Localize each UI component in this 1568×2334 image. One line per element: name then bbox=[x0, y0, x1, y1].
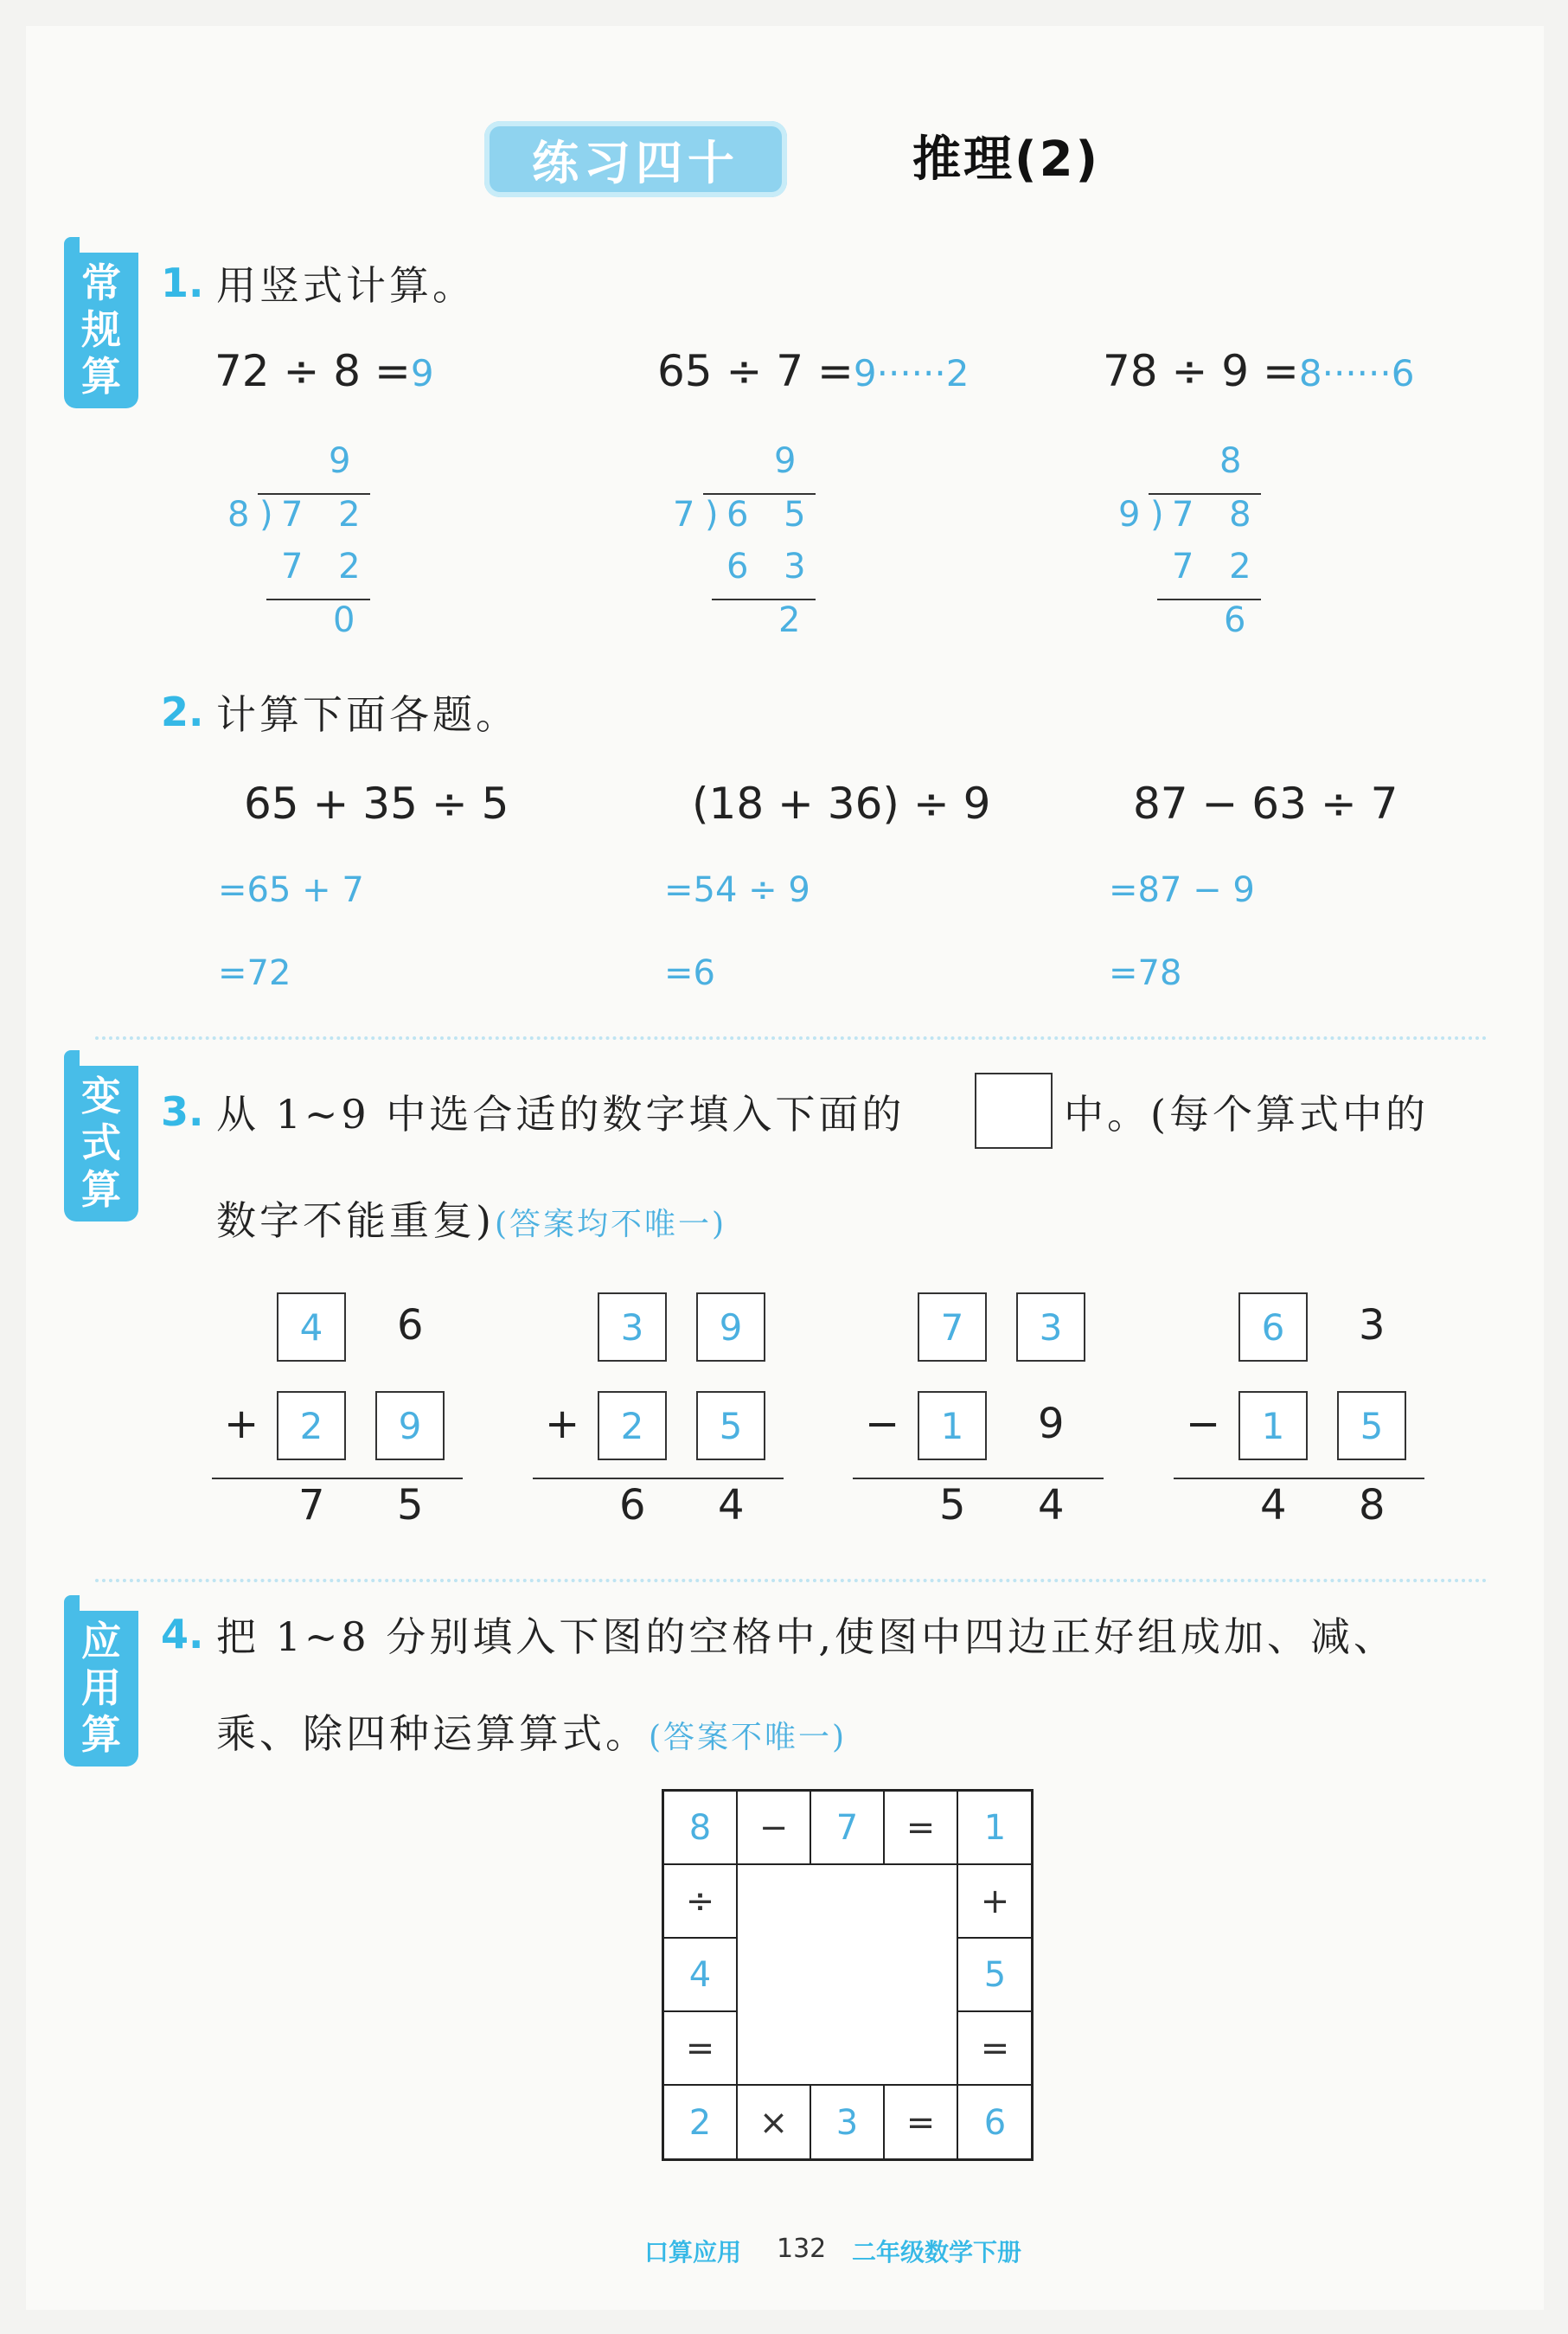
answer-box[interactable]: 5 bbox=[1337, 1391, 1406, 1460]
grid-operator: ÷ bbox=[664, 1865, 738, 1939]
result-digit: 6 bbox=[619, 1481, 646, 1529]
question-text: 用竖式计算。 bbox=[216, 262, 476, 309]
section-divider bbox=[95, 1036, 1488, 1040]
operator-sign: + bbox=[224, 1400, 259, 1448]
answer-box[interactable]: 9 bbox=[375, 1391, 445, 1460]
question-text bbox=[216, 1189, 726, 1247]
answer-box[interactable]: 6 bbox=[1238, 1292, 1308, 1362]
hint: (答案均不唯一) bbox=[494, 1207, 727, 1242]
dividend: 6 5 bbox=[726, 495, 818, 535]
mixed-expression: 65 + 35 ÷ 5 bbox=[244, 779, 509, 829]
answer: 9 bbox=[410, 352, 434, 394]
question-number: 1. bbox=[161, 260, 204, 306]
bracket-icon: ) bbox=[705, 495, 719, 535]
answer: 8······6 bbox=[1298, 352, 1415, 394]
answer-box[interactable]: 1 bbox=[918, 1391, 987, 1460]
page-title: 推理(2) bbox=[912, 131, 1101, 188]
product: 7 2 bbox=[1172, 547, 1264, 587]
question-number: 3. bbox=[161, 1088, 204, 1135]
result-digit: 4 bbox=[1260, 1481, 1287, 1529]
dividend: 7 8 bbox=[1172, 495, 1264, 535]
grid-operator: = bbox=[885, 2086, 958, 2159]
quotient: 9 bbox=[774, 441, 797, 481]
result-digit: 7 bbox=[298, 1481, 325, 1529]
digit: 9 bbox=[1038, 1400, 1065, 1448]
divisor: 9 bbox=[1118, 495, 1141, 535]
sum-rule bbox=[853, 1478, 1104, 1479]
grid-operator: + bbox=[958, 1865, 1032, 1939]
question-number: 2. bbox=[161, 689, 204, 735]
operator-sign: − bbox=[865, 1400, 900, 1448]
result-digit: 5 bbox=[397, 1481, 424, 1529]
footer-book-name: 口算应用 bbox=[644, 2238, 742, 2267]
question-text: 从 1~9 中选合适的数字填入下面的 bbox=[216, 1091, 906, 1138]
grid-operator: − bbox=[738, 1792, 811, 1865]
answer-box[interactable]: 3 bbox=[598, 1292, 667, 1362]
calc-step: =72 bbox=[218, 953, 291, 993]
calc-step: =87 − 9 bbox=[1109, 870, 1255, 910]
section-tag-routine bbox=[64, 253, 138, 408]
tag-char: 算 bbox=[81, 1166, 121, 1213]
dividend: 7 2 bbox=[281, 495, 373, 535]
digit: 6 bbox=[397, 1301, 424, 1350]
remainder: 6 bbox=[1224, 600, 1246, 640]
bracket-icon: ) bbox=[1150, 495, 1164, 535]
tag-char: 变 bbox=[81, 1073, 121, 1119]
grid-number-cell[interactable]: 3 bbox=[811, 2086, 885, 2159]
digit: 3 bbox=[1359, 1301, 1386, 1350]
operation-square-grid bbox=[662, 1789, 1034, 2161]
question-text bbox=[216, 1702, 847, 1760]
grid-number-cell[interactable]: 5 bbox=[958, 1939, 1032, 2012]
division-expression bbox=[214, 346, 434, 396]
quotient: 9 bbox=[329, 441, 351, 481]
answer-box[interactable]: 7 bbox=[918, 1292, 987, 1362]
exercise-badge: 练习四十 bbox=[484, 121, 787, 197]
calc-step: =78 bbox=[1109, 953, 1182, 993]
answer-box[interactable]: 4 bbox=[277, 1292, 346, 1362]
divisor: 8 bbox=[227, 495, 250, 535]
tag-char: 算 bbox=[81, 353, 121, 400]
result-digit: 8 bbox=[1359, 1481, 1386, 1529]
grid-center bbox=[738, 1865, 958, 2086]
section-tag-variant bbox=[64, 1066, 138, 1222]
result-digit: 4 bbox=[1038, 1481, 1065, 1529]
answer-box[interactable]: 9 bbox=[696, 1292, 765, 1362]
tag-char: 式 bbox=[81, 1119, 121, 1166]
footer-grade: 二年级数学下册 bbox=[852, 2238, 1022, 2267]
page-number: 132 bbox=[777, 2234, 827, 2264]
operator-sign: − bbox=[1186, 1400, 1221, 1448]
question-text-line2: 乘、除四种运算算式。 bbox=[216, 1710, 649, 1757]
question-text: 中。(每个算式中的 bbox=[1064, 1091, 1429, 1138]
answer-box[interactable]: 1 bbox=[1238, 1391, 1308, 1460]
result-digit: 4 bbox=[718, 1481, 745, 1529]
operator-sign: + bbox=[545, 1400, 580, 1448]
remainder: 2 bbox=[778, 600, 801, 640]
grid-operator: × bbox=[738, 2086, 811, 2159]
answer-box[interactable]: 2 bbox=[598, 1391, 667, 1460]
grid-number-cell[interactable]: 4 bbox=[664, 1939, 738, 2012]
answer-box[interactable]: 5 bbox=[696, 1391, 765, 1460]
calc-step: =65 + 7 bbox=[218, 870, 364, 910]
answer: 9······2 bbox=[853, 352, 970, 394]
tag-char: 用 bbox=[81, 1664, 121, 1711]
expr-text: 78 ÷ 9 = bbox=[1103, 346, 1299, 396]
sum-rule bbox=[1174, 1478, 1424, 1479]
grid-operator: = bbox=[664, 2012, 738, 2086]
answer-box[interactable]: 2 bbox=[277, 1391, 346, 1460]
division-expression bbox=[657, 346, 969, 396]
tag-char: 算 bbox=[81, 1711, 121, 1758]
grid-operator: = bbox=[885, 1792, 958, 1865]
tag-char: 规 bbox=[81, 306, 121, 353]
grid-number-cell[interactable]: 6 bbox=[983, 2102, 1007, 2143]
mixed-expression: (18 + 36) ÷ 9 bbox=[692, 779, 991, 829]
section-divider bbox=[95, 1579, 1488, 1582]
expr-text: 65 ÷ 7 = bbox=[657, 346, 854, 396]
section-tag-application bbox=[64, 1611, 138, 1767]
sum-rule bbox=[212, 1478, 463, 1479]
product: 6 3 bbox=[726, 547, 818, 587]
hint: (答案不唯一) bbox=[649, 1720, 848, 1755]
blank-box-sample bbox=[975, 1073, 1053, 1149]
tag-char: 应 bbox=[81, 1618, 121, 1664]
calc-step: =6 bbox=[664, 953, 715, 993]
grid-number-cell[interactable]: 2 bbox=[664, 2086, 738, 2159]
question-number: 4. bbox=[161, 1611, 204, 1658]
product: 7 2 bbox=[281, 547, 373, 587]
expr-text: 72 ÷ 8 = bbox=[214, 346, 411, 396]
sum-rule bbox=[533, 1478, 784, 1479]
answer-box[interactable]: 3 bbox=[1016, 1292, 1085, 1362]
question-text-line2: 数字不能重复) bbox=[216, 1197, 495, 1244]
question-text: 计算下面各题。 bbox=[216, 691, 519, 738]
bracket-icon: ) bbox=[259, 495, 273, 535]
grid-number-cell[interactable]: 7 bbox=[811, 1792, 885, 1865]
division-expression bbox=[1103, 346, 1414, 396]
result-digit: 5 bbox=[939, 1481, 966, 1529]
mixed-expression: 87 − 63 ÷ 7 bbox=[1133, 779, 1398, 829]
calc-step: =54 ÷ 9 bbox=[664, 870, 810, 910]
question-text: 把 1~8 分别填入下图的空格中,使图中四边正好组成加、减、 bbox=[216, 1613, 1397, 1660]
tag-char: 常 bbox=[81, 260, 121, 306]
grid-number-cell[interactable]: 8 bbox=[664, 1792, 738, 1865]
quotient: 8 bbox=[1219, 441, 1242, 481]
remainder: 0 bbox=[333, 600, 355, 640]
grid-operator: = bbox=[958, 2012, 1032, 2086]
divisor: 7 bbox=[673, 495, 695, 535]
grid-number-cell[interactable]: 1 bbox=[958, 1792, 1032, 1865]
